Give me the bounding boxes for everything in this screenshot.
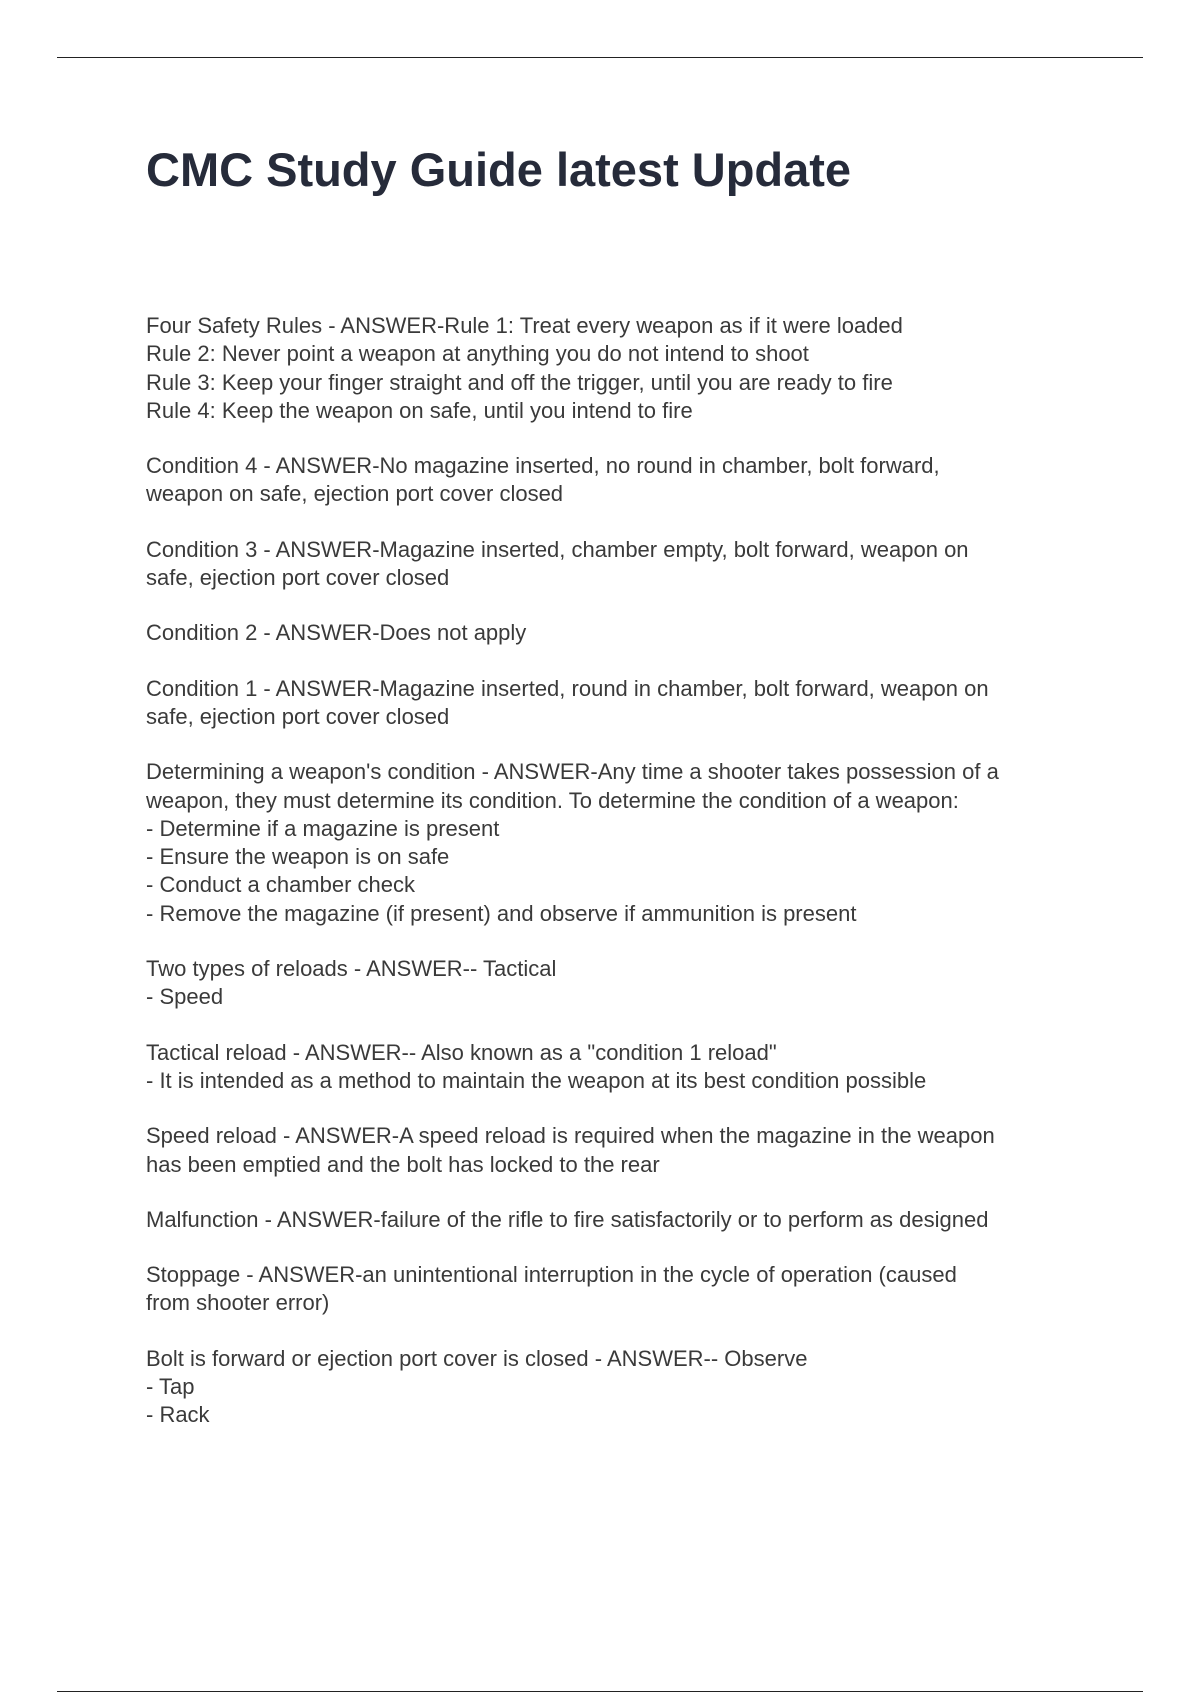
qa-entry [146, 1345, 1106, 1430]
entry-text-line: Malfunction - ANSWER-failure of the rifle to fire satisfactorily or to perform as designed [146, 1206, 989, 1232]
entry-text-line: weapon on safe, ejection port cover closed [146, 481, 564, 507]
qa-entry [146, 675, 1106, 732]
entry-text-line: - Remove the magazine (if present) and observe if ammunition is present [146, 900, 857, 926]
entry-text-line: Determining a weapon's condition - ANSWER-Any time a shooter takes possession of a [146, 759, 999, 785]
entry-text-line: - It is intended as a method to maintain the weapon at its best condition possible [146, 1067, 927, 1093]
study-guide-content [146, 312, 1106, 1457]
entry-text-line: safe, ejection port cover closed [146, 565, 450, 591]
qa-entry [146, 1122, 1106, 1179]
entry-text-line: - Speed [146, 984, 224, 1010]
page-title: CMC Study Guide latest Update [146, 143, 852, 196]
entry-text-line: Condition 4 - ANSWER-No magazine inserted, no round in chamber, bolt forward, [146, 453, 940, 479]
entry-text-line: safe, ejection port cover closed [146, 703, 450, 729]
entry-text-line: - Conduct a chamber check [146, 872, 416, 898]
entry-text-line: Four Safety Rules - ANSWER-Rule 1: Treat every weapon as if it were loaded [146, 313, 903, 338]
entry-text-line: Rule 4: Keep the weapon on safe, until you intend to fire [146, 397, 693, 423]
entry-text-line: - Tap [146, 1374, 195, 1400]
qa-entry [146, 452, 1106, 509]
entry-text-line: - Determine if a magazine is present [146, 815, 500, 841]
entry-text-line: Two types of reloads - ANSWER-- Tactical [146, 956, 557, 982]
qa-entry [146, 312, 1106, 425]
entry-text-line: Rule 2: Never point a weapon at anything you do not intend to shoot [146, 341, 809, 367]
entry-text-line: from shooter error) [146, 1290, 330, 1316]
entry-text-line: has been emptied and the bolt has locked to the rear [146, 1151, 660, 1177]
entry-text-line: Bolt is forward or ejection port cover is closed - ANSWER-- Observe [146, 1345, 808, 1371]
qa-entry [146, 1039, 1106, 1096]
entry-text-line: Condition 3 - ANSWER-Magazine inserted, chamber empty, bolt forward, weapon on [146, 536, 969, 562]
entry-text-line: Condition 1 - ANSWER-Magazine inserted, round in chamber, bolt forward, weapon on [146, 675, 989, 701]
qa-entry [146, 619, 1106, 647]
entry-text-line: Rule 3: Keep your finger straight and off the trigger, until you are ready to fire [146, 369, 893, 395]
entry-text-line: Stoppage - ANSWER-an unintentional interruption in the cycle of operation (caused [146, 1262, 957, 1288]
entry-text-line: Tactical reload - ANSWER-- Also known as a "condition 1 reload" [146, 1039, 777, 1065]
entry-text-line: Speed reload - ANSWER-A speed reload is required when the magazine in the weapon [146, 1123, 995, 1149]
qa-entry [146, 536, 1106, 593]
qa-entry [146, 955, 1106, 1012]
top-divider [57, 57, 1143, 58]
entry-text-line: weapon, they must determine its condition. To determine the condition of a weapon: [146, 787, 959, 813]
qa-entry [146, 1206, 1106, 1234]
entry-text-line: Condition 2 - ANSWER-Does not apply [146, 620, 527, 646]
entry-text-line: - Rack [146, 1402, 210, 1428]
qa-entry [146, 758, 1106, 928]
qa-entry [146, 1261, 1106, 1318]
bottom-divider [57, 1691, 1143, 1692]
entry-text-line: - Ensure the weapon is on safe [146, 844, 450, 870]
